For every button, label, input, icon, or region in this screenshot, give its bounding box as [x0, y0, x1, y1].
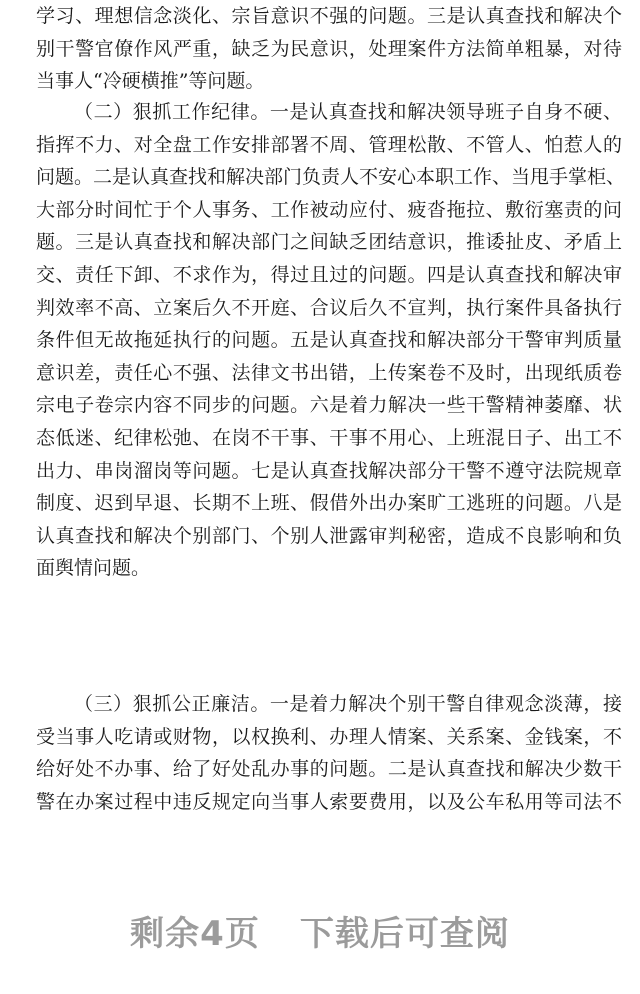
download-to-view-label: 下载后可查阅 — [299, 914, 510, 954]
text-line: （二）狠抓工作纪律。一是认真查找和解决领导班子自身不硬、 — [74, 101, 622, 123]
text-line: 大部分时间忙于个人事务、工作被动应付、疲沓拖拉、敷衍塞责的问 — [36, 198, 622, 221]
text-line: 面舆情问题。 — [36, 557, 151, 580]
text-line: 制度、迟到早退、长期不上班、假借外出办案旷工逃班的问题。八是 — [36, 492, 622, 515]
text-line: 判效率不高、立案后久不开庭、合议后久不宣判，执行案件具备执行 — [36, 296, 622, 319]
text-line: 宗电子卷宗内容不同步的问题。六是着力解决一些干警精神萎靡、状 — [36, 394, 622, 417]
paragraph — [36, 0, 622, 98]
paragraph — [36, 688, 622, 818]
text-line: （三）狠抓公正廉洁。一是着力解决个别干警自律观念淡薄，接 — [74, 693, 622, 715]
text-line: 当事人“冷硬横推”等问题。 — [36, 70, 265, 93]
paragraph — [36, 96, 626, 585]
text-line: 学习、理想信念淡化、宗旨意识不强的问题。三是认真查找和解决个 — [36, 5, 622, 27]
text-line: 受当事人吃请或财物，以权换利、办理人情案、关系案、金钱案，不 — [36, 725, 622, 748]
text-line: 认真查找和解决个别部门、个别人泄露审判秘密，造成不良影响和负 — [36, 524, 622, 547]
download-banner[interactable] — [0, 906, 640, 955]
text-line: 问题。二是认真查找和解决部门负责人不安心本职工作、当甩手掌柜、 — [36, 166, 626, 189]
text-line: 警在办案过程中违反规定向当事人索要费用，以及公车私用等司法不 — [36, 790, 622, 813]
text-line: 意识差，责任心不强、法律文书出错，上传案卷不及时，出现纸质卷 — [36, 361, 622, 384]
text-line: 交、责任下卸、不求作为，得过且过的问题。四是认真查找和解决审 — [36, 263, 622, 286]
text-line: 别干警官僚作风严重，缺乏为民意识，处理案件方法简单粗暴，对待 — [36, 37, 622, 60]
text-line: 题。三是认真查找和解决部门之间缺乏团结意识，推诿扯皮、矛盾上 — [36, 231, 622, 254]
text-line: 态低迷、纪律松弛、在岗不干事、干事不用心、上班混日子、出工不 — [36, 426, 622, 449]
text-line: 出力、串岗溜岗等问题。七是认真查找解决部分干警不遵守法院规章 — [36, 459, 622, 482]
text-line: 给好处不办事、给了好处乱办事的问题。二是认真查找和解决少数干 — [36, 758, 622, 781]
remaining-pages-label: 剩余4页 — [130, 914, 260, 954]
text-line: 条件但无故拖延执行的问题。五是认真查找和解决部分干警审判质量 — [36, 329, 622, 352]
text-line: 指挥不力、对全盘工作安排部署不周、管理松散、不管人、怕惹人的 — [36, 133, 622, 156]
